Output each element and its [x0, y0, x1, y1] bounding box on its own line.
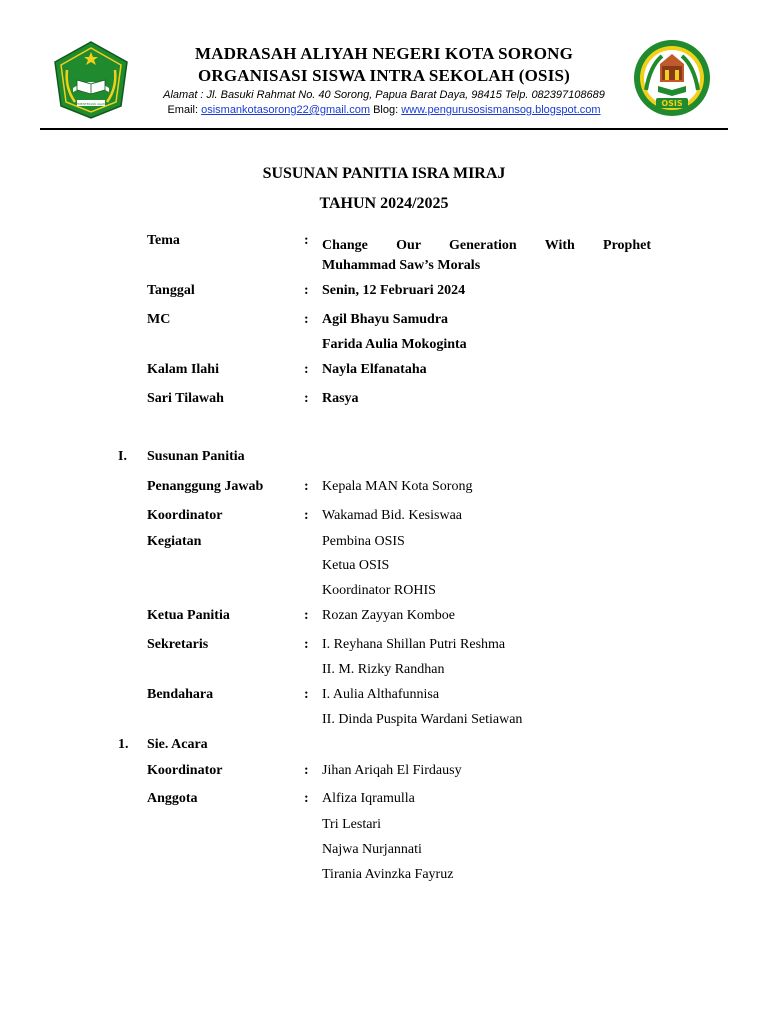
tanggal-label: Tanggal — [147, 283, 195, 298]
colon: : — [304, 791, 309, 806]
colon: : — [304, 479, 309, 494]
colon: : — [304, 391, 309, 406]
left-logo-caption: KEMENTERIAN AGAMA — [74, 102, 108, 106]
acara-koordinator-label: Koordinator — [147, 763, 223, 778]
acara-anggota-item: Tri Lestari — [322, 817, 381, 832]
koordinator-kegiatan-item: Ketua OSIS — [322, 558, 390, 573]
subsection-number: 1. — [118, 737, 129, 752]
sekretaris-label: Sekretaris — [147, 637, 209, 652]
letterhead-divider — [40, 128, 728, 130]
koordinator-kegiatan-label: Koordinator — [147, 508, 223, 523]
colon: : — [304, 637, 309, 652]
sari-tilawah-value: Rasya — [322, 391, 359, 406]
tanggal-value: Senin, 12 Februari 2024 — [322, 283, 466, 298]
mc-name-1: Agil Bhayu Samudra — [322, 312, 449, 327]
colon: : — [304, 362, 309, 377]
bendahara-item: II. Dinda Puspita Wardani Setiawan — [322, 712, 523, 727]
colon: : — [304, 312, 309, 327]
email-link[interactable]: osismankotasorong22@gmail.com — [201, 104, 371, 116]
document-year: TAHUN 2024/2025 — [319, 195, 449, 212]
sekretaris-item: II. M. Rizky Randhan — [322, 662, 445, 677]
koordinator-kegiatan-label-2: Kegiatan — [147, 534, 202, 549]
contact-line — [140, 104, 628, 116]
org-name: ORGANISASI SISWA INTRA SEKOLAH (OSIS) — [197, 66, 571, 85]
acara-koordinator-value: Jihan Ariqah El Firdausy — [322, 763, 462, 778]
kalam-ilahi-label: Kalam Ilahi — [147, 362, 219, 377]
colon: : — [304, 608, 309, 623]
tema-value-line2: Muhammad Saw’s Morals — [322, 258, 481, 273]
colon: : — [304, 233, 309, 248]
colon: : — [304, 763, 309, 778]
sari-tilawah-label: Sari Tilawah — [147, 391, 224, 406]
mc-label: MC — [147, 312, 171, 327]
koordinator-kegiatan-item: Koordinator ROHIS — [322, 583, 436, 598]
acara-anggota-item: Najwa Nurjannati — [322, 842, 422, 857]
colon: : — [304, 283, 309, 298]
ketua-panitia-value: Rozan Zayyan Komboe — [322, 608, 455, 623]
mc-name-2: Farida Aulia Mokoginta — [322, 337, 467, 352]
penanggung-jawab-label: Penanggung Jawab — [147, 479, 264, 494]
section-number: I. — [118, 449, 127, 464]
sekretaris-item: I. Reyhana Shillan Putri Reshma — [322, 637, 506, 652]
penanggung-jawab-value: Kepala MAN Kota Sorong — [322, 479, 473, 494]
acara-anggota-label: Anggota — [147, 791, 198, 806]
school-name: MADRASAH ALIYAH NEGERI KOTA SORONG — [194, 44, 574, 63]
blog-label: Blog: — [370, 104, 402, 116]
blog-link[interactable]: www.pengurusosismansog.blogspot.com — [401, 104, 601, 116]
tema-label: Tema — [147, 233, 180, 248]
document-title: SUSUNAN PANITIA ISRA MIRAJ — [262, 165, 506, 182]
acara-anggota-item: Tirania Avinzka Fayruz — [322, 867, 454, 882]
acara-anggota-item: Alfiza Iqramulla — [322, 791, 415, 806]
tema-value-line1: Change Our Generation With Prophet — [322, 238, 651, 253]
subsection-title: Sie. Acara — [147, 737, 208, 752]
section-title: Susunan Panitia — [147, 449, 245, 464]
koordinator-kegiatan-item: Wakamad Bid. Kesiswaa — [322, 508, 462, 523]
colon: : — [304, 508, 309, 523]
kemenag-logo — [53, 40, 129, 120]
ketua-panitia-label: Ketua Panitia — [147, 608, 230, 623]
koordinator-kegiatan-item: Pembina OSIS — [322, 534, 405, 549]
osis-logo — [632, 38, 712, 118]
bendahara-item: I. Aulia Althafunnisa — [322, 687, 440, 702]
colon: : — [304, 687, 309, 702]
kalam-ilahi-value: Nayla Elfanataha — [322, 362, 427, 377]
email-label: Email: — [167, 104, 202, 116]
right-logo-caption: OSIS — [661, 99, 683, 108]
address: Alamat : Jl. Basuki Rahmat No. 40 Sorong, Papua Barat Daya, 98415 Telp. 082397108689 — [163, 89, 605, 101]
bendahara-label: Bendahara — [147, 687, 214, 702]
